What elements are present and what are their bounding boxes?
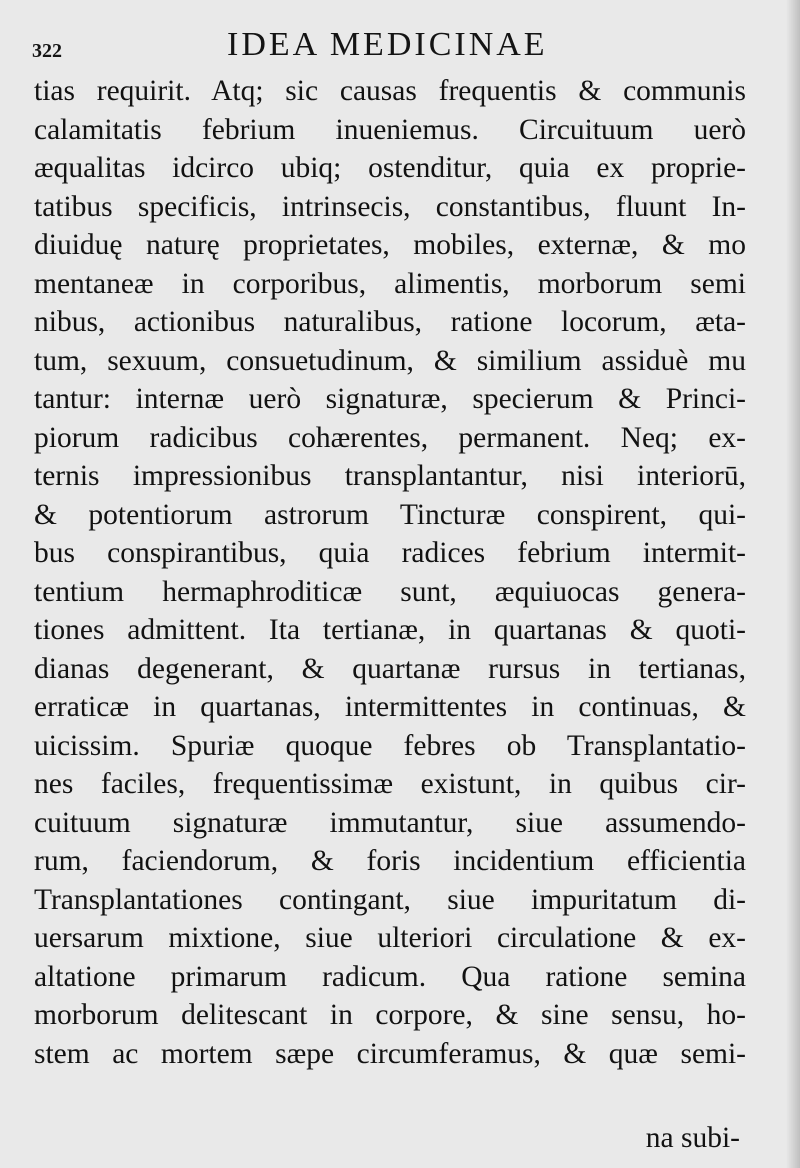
text-line: tias requirit. Atq; sic causas frequentis & communis xyxy=(34,75,746,107)
text-line: calamitatis febrium inueniemus. Circuituum uerò xyxy=(34,113,746,146)
text-line: dianas degenerant, & quartanæ rursus in tertianas, xyxy=(34,652,746,685)
running-head xyxy=(32,26,772,66)
text-line: piorum radicibus cohærentes, permanent. Neq; ex- xyxy=(34,421,746,454)
text-line: Transplantationes contingant, siue impuritatum di- xyxy=(34,883,746,916)
text-line: tum, sexuum, consuetudinum, & similium assiduè mu xyxy=(34,344,746,377)
text-line: rum, faciendorum, & foris incidentium efficientia xyxy=(34,845,746,877)
text-line: nibus, actionibus naturalibus, ratione locorum, æta- xyxy=(34,306,746,338)
text-line: æqualitas idcirco ubiq; ostenditur, quia ex proprie- xyxy=(34,152,746,184)
text-line: altatione primarum radicum. Qua ratione semina xyxy=(34,960,746,993)
text-line: uicissim. Spuriæ quoque febres ob Transplantatio- xyxy=(34,729,746,762)
page-number: 322 xyxy=(32,40,62,62)
text-line: mentaneæ in corporibus, alimentis, morborum semi xyxy=(34,267,746,300)
text-line: tiones admittent. Ita tertianæ, in quartanas & quoti- xyxy=(34,614,746,646)
catchword: na subi- xyxy=(645,1122,740,1154)
text-line: cuituum signaturæ immutantur, siue assumendo- xyxy=(34,806,746,839)
text-line: bus conspirantibus, quia radices febrium intermit- xyxy=(34,537,746,569)
text-line: ternis impressionibus transplantantur, nisi interiorū, xyxy=(34,460,746,492)
text-line: nes faciles, frequentissimæ existunt, in quibus cir- xyxy=(34,768,746,800)
text-line: morborum delitescant in corpore, & sine sensu, ho- xyxy=(34,999,746,1031)
text-line: tentium hermaphroditicæ sunt, æquiuocas genera- xyxy=(34,575,746,608)
text-line: tatibus specificis, intrinsecis, constantibus, fluunt In- xyxy=(34,190,746,223)
text-line: diuiduę naturę proprietates, mobiles, externæ, & mo xyxy=(34,229,746,261)
text-line: stem ac mortem sæpe circumferamus, & quæ semi- xyxy=(34,1037,746,1070)
text-line: uersarum mixtione, siue ulteriori circulatione & ex- xyxy=(34,922,746,954)
text-line: tantur: internæ uerò signaturæ, specierum & Princi- xyxy=(34,383,746,415)
running-title: IDEA MEDICINAE xyxy=(227,26,548,63)
text-line: erraticæ in quartanas, intermittentes in continuas, & xyxy=(34,691,746,723)
text-body xyxy=(34,72,746,1073)
text-line: & potentiorum astrorum Tincturæ conspirent, qui- xyxy=(34,498,746,531)
